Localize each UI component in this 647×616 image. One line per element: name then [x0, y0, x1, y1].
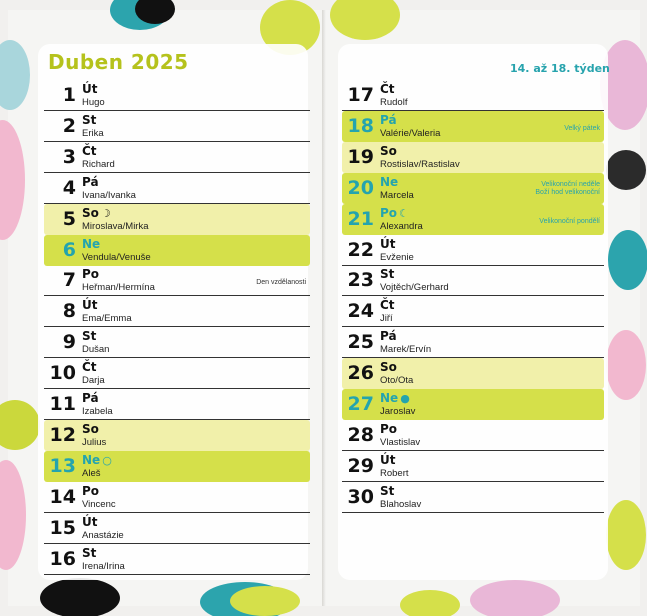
- nameday-text: Robert: [380, 467, 409, 479]
- day-number: 26: [347, 362, 374, 385]
- weekday-text: Ne: [380, 391, 399, 405]
- day-number: 16: [49, 547, 76, 570]
- day-number: 10: [49, 362, 76, 385]
- day-row: [44, 296, 310, 327]
- weekday-label: [380, 113, 397, 127]
- weekday-text: So: [82, 205, 99, 220]
- weekday-label: [82, 237, 100, 251]
- nameday-text: Vincenc: [82, 498, 116, 510]
- day-row: [44, 111, 310, 142]
- day-row: [342, 204, 604, 235]
- moon-phase-icon: ☽: [100, 206, 111, 220]
- day-number: 14: [49, 485, 76, 508]
- nameday-text: Darja: [82, 375, 105, 387]
- day-number: 11: [49, 393, 76, 415]
- day-number: 25: [347, 331, 374, 354]
- day-row: [342, 296, 604, 327]
- weekday-text: Ne: [82, 236, 101, 251]
- day-row: [342, 111, 604, 142]
- moon-phase-icon: ☾: [399, 206, 409, 220]
- nameday-text: Hugo: [82, 97, 105, 108]
- day-row: [342, 482, 604, 513]
- nameday-text: Vendula/Venuše: [82, 251, 151, 263]
- day-number: 9: [62, 331, 76, 354]
- day-number: 20: [347, 176, 374, 199]
- weekday-label: [82, 422, 99, 436]
- nameday-text: Marek/Ervín: [380, 344, 432, 356]
- weekday-label: [82, 206, 111, 220]
- weekday-text: Pá: [380, 112, 397, 127]
- day-row: [342, 235, 604, 266]
- weekday-label: [380, 267, 394, 281]
- weekday-text: St: [380, 267, 395, 282]
- day-row: [44, 142, 310, 173]
- day-row: [342, 142, 604, 173]
- day-number: 4: [62, 176, 76, 199]
- nameday-text: Erika: [82, 127, 104, 139]
- month-title: Duben 2025: [48, 50, 189, 74]
- weekday-label: [82, 391, 99, 405]
- nameday-text: Izabela: [82, 406, 113, 417]
- day-number: 19: [347, 145, 374, 168]
- nameday-text: Anastázie: [82, 529, 124, 541]
- weekday-text: Po: [380, 205, 398, 220]
- day-row: [342, 327, 604, 358]
- weekday-label: [82, 298, 97, 312]
- day-number: 13: [49, 454, 76, 477]
- day-row: [44, 173, 310, 204]
- decor-blob: [606, 330, 646, 400]
- day-row: [44, 235, 310, 266]
- moon-phase-icon: ○: [102, 453, 112, 467]
- day-row: [44, 482, 310, 513]
- weekday-text: Út: [380, 236, 396, 251]
- weekday-label: [82, 360, 97, 374]
- weekday-label: [82, 546, 96, 560]
- day-row: [44, 265, 310, 296]
- day-number: 23: [347, 269, 374, 292]
- weekday-label: [82, 175, 99, 189]
- nameday-text: Marcela: [380, 189, 414, 201]
- day-row: [342, 420, 604, 451]
- weekday-text: St: [380, 483, 395, 498]
- weekday-text: So: [380, 143, 397, 158]
- weekday-text: So: [82, 421, 99, 436]
- day-number: 3: [62, 145, 76, 168]
- day-row: [342, 389, 604, 420]
- weekday-label: [380, 206, 409, 220]
- day-row: [44, 451, 310, 482]
- weekday-text: Čt: [82, 143, 97, 158]
- decor-blob: [40, 578, 120, 616]
- nameday-text: Julius: [82, 436, 107, 448]
- weekday-label: [82, 82, 97, 96]
- holiday-note: Den vzdělanosti: [256, 279, 306, 287]
- decor-blob: [470, 580, 560, 616]
- decor-blob: [230, 586, 300, 616]
- nameday-text: Aleš: [82, 467, 101, 479]
- day-number: 29: [347, 454, 374, 477]
- weekday-text: Út: [82, 82, 98, 96]
- day-row: [44, 204, 310, 235]
- weekday-text: St: [82, 112, 97, 127]
- weekday-text: Čt: [380, 298, 395, 313]
- weekday-label: [380, 484, 394, 498]
- weekday-label: [380, 329, 397, 343]
- weekday-label: [380, 82, 395, 96]
- holiday-note: Velikonoční neděle Boží hod velikonoční: [535, 180, 600, 196]
- nameday-text: Heřman/Hermína: [82, 282, 155, 294]
- weekday-text: Po: [82, 483, 100, 498]
- weekday-label: [380, 175, 398, 189]
- day-row: [44, 389, 310, 420]
- nameday-text: Rudolf: [380, 97, 408, 108]
- day-number: 27: [347, 393, 374, 415]
- decor-blob: [400, 590, 460, 616]
- weekday-text: So: [380, 360, 397, 375]
- weekday-label: [82, 484, 99, 498]
- nameday-text: Vlastislav: [380, 436, 421, 448]
- day-row: [44, 544, 310, 575]
- nameday-text: Alexandra: [380, 220, 423, 232]
- day-row: [342, 265, 604, 296]
- weekday-text: Út: [82, 514, 98, 529]
- nameday-text: Miroslava/Mirka: [82, 220, 149, 232]
- nameday-text: Jaroslav: [380, 406, 416, 417]
- weekday-text: Ne: [82, 452, 101, 467]
- weekday-label: [380, 360, 397, 374]
- weekday-text: Čt: [82, 360, 97, 375]
- day-row: [44, 80, 310, 111]
- weekday-text: Út: [380, 452, 396, 467]
- weekday-text: St: [82, 329, 97, 344]
- day-row: [44, 420, 310, 451]
- holiday-note: Velký pátek: [564, 124, 600, 132]
- weekday-text: Pá: [380, 329, 397, 344]
- weekday-text: Ne: [380, 174, 399, 189]
- day-number: 22: [347, 238, 374, 261]
- nameday-text: Rostislav/Rastislav: [380, 158, 460, 170]
- weekday-text: Po: [380, 421, 398, 436]
- weekday-label: [82, 267, 99, 281]
- day-number: 17: [347, 84, 374, 106]
- weekday-label: [380, 237, 395, 251]
- weekday-text: Čt: [380, 82, 395, 96]
- nameday-text: Ema/Emma: [82, 313, 132, 325]
- weekday-label: [82, 515, 97, 529]
- day-number: 7: [62, 269, 76, 292]
- weekday-label: [380, 298, 395, 312]
- day-row: [44, 513, 310, 544]
- day-number: 28: [347, 423, 374, 446]
- weekday-label: [82, 144, 97, 158]
- moon-phase-icon: ●: [400, 392, 410, 405]
- nameday-text: Dušan: [82, 344, 110, 356]
- nameday-text: Vojtěch/Gerhard: [380, 282, 449, 294]
- weekday-label: [380, 422, 397, 436]
- weekday-label: [380, 453, 395, 467]
- day-row: [44, 327, 310, 358]
- nameday-text: Ivana/Ivanka: [82, 189, 136, 201]
- day-row: [44, 358, 310, 389]
- nameday-text: Irena/Irina: [82, 560, 125, 572]
- day-number: 30: [347, 485, 374, 508]
- nameday-text: Blahoslav: [380, 498, 422, 510]
- weekday-label: [82, 113, 96, 127]
- day-number: 2: [62, 114, 76, 137]
- day-number: 21: [347, 207, 374, 230]
- weekday-text: Pá: [82, 391, 99, 405]
- nameday-text: Richard: [82, 158, 115, 170]
- nameday-text: Jiří: [380, 313, 393, 325]
- day-number: 8: [62, 300, 76, 323]
- weekday-label: [82, 329, 96, 343]
- day-row: [342, 173, 604, 204]
- weekday-label: [380, 391, 410, 405]
- day-number: 18: [347, 114, 374, 137]
- decor-blob: [606, 500, 646, 570]
- day-number: 6: [62, 238, 76, 261]
- day-row: [342, 80, 604, 111]
- weekday-text: St: [82, 545, 97, 560]
- day-number: 15: [49, 516, 76, 539]
- decor-blob: [608, 230, 647, 290]
- nameday-text: Oto/Ota: [380, 375, 414, 387]
- day-number: 24: [347, 300, 374, 323]
- nameday-text: Valérie/Valeria: [380, 127, 441, 139]
- page-fold: [322, 10, 326, 606]
- day-number: 5: [62, 207, 76, 230]
- nameday-text: Evženie: [380, 251, 414, 263]
- decor-blob: [606, 150, 646, 190]
- weekday-text: Út: [82, 298, 98, 313]
- day-number: 12: [49, 423, 76, 446]
- holiday-note: Velikonoční pondělí: [539, 217, 600, 225]
- day-row: [342, 451, 604, 482]
- day-number: 1: [62, 84, 76, 106]
- week-range: 14. až 18. týden: [510, 62, 610, 75]
- day-row: [342, 358, 604, 389]
- weekday-label: [380, 144, 397, 158]
- weekday-text: Pá: [82, 174, 99, 189]
- weekday-text: Po: [82, 267, 100, 282]
- weekday-label: [82, 453, 112, 467]
